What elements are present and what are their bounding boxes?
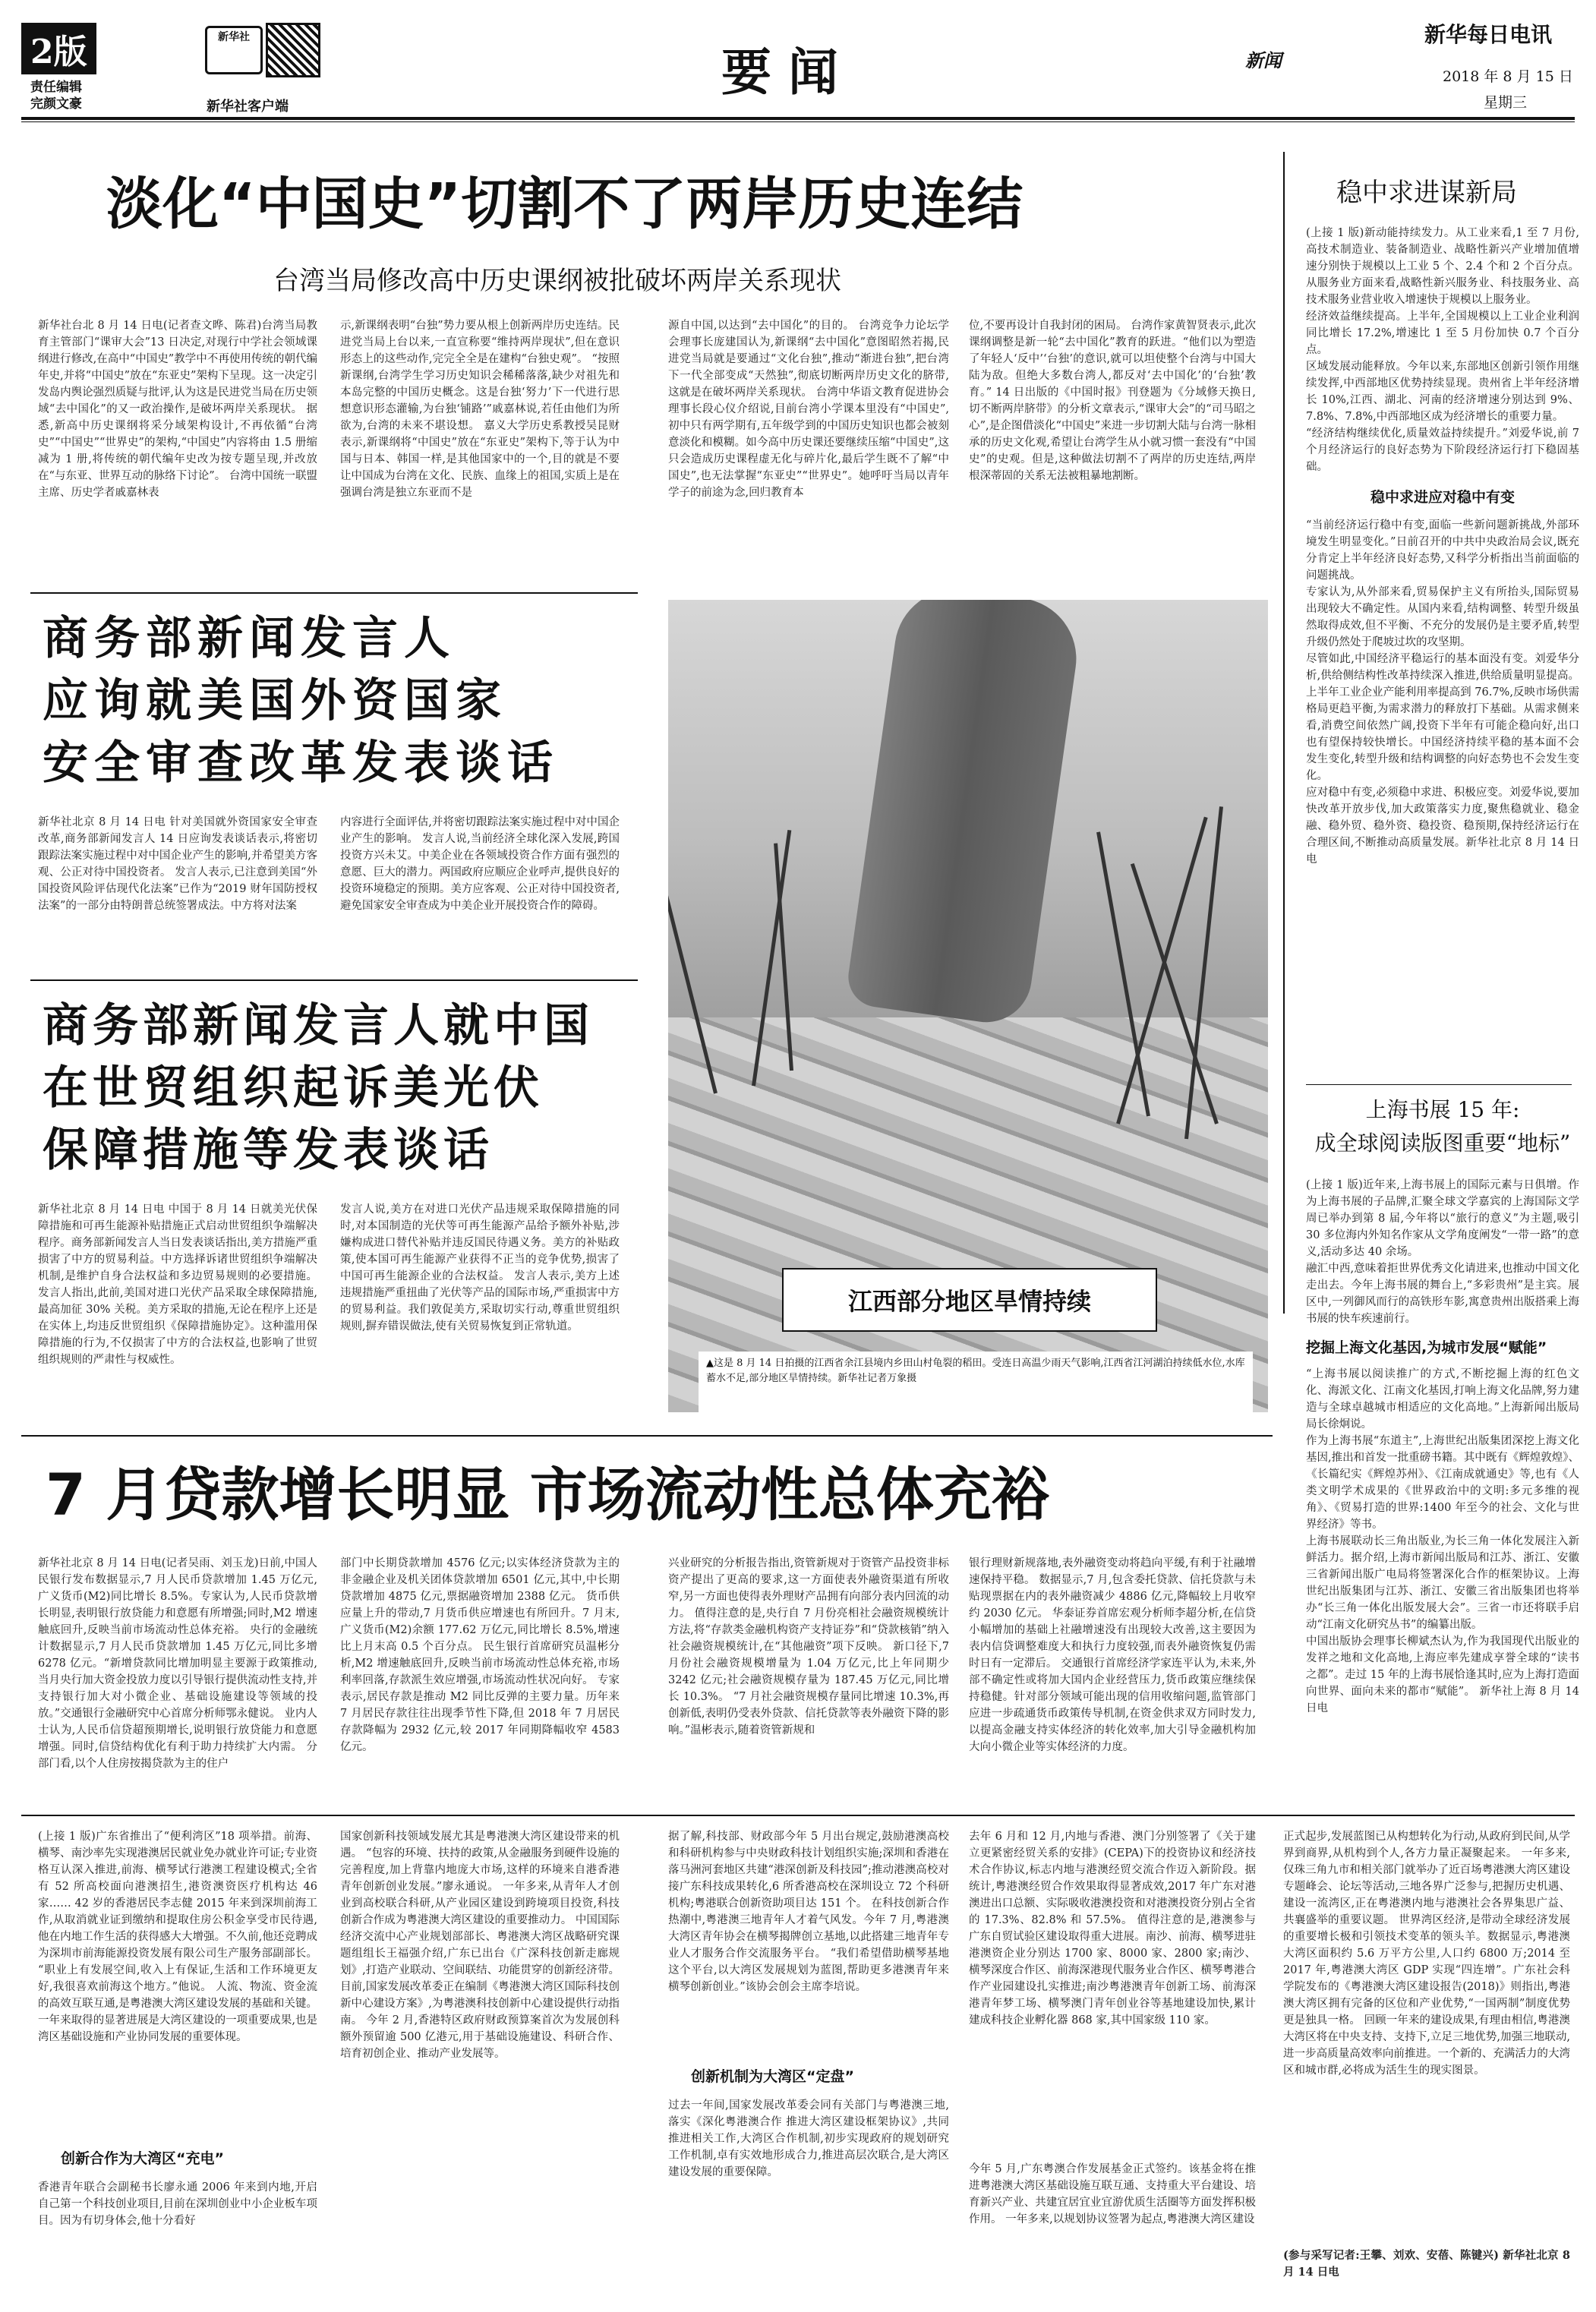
photo-title: 江西部分地区旱情持续	[847, 1287, 1091, 1316]
article5-signoff: (参与采写记者:王攀、刘欢、安蓓、陈键兴) 新华社北京 8 月 14 日电	[1283, 2249, 1570, 2279]
sidebar-bottom-body: (上接 1 版)近年来,上海书展上的国际元素与日俱增。作为上海书展的子品牌,汇聚全球文学嘉宾的上海国际文学周已举办到第 8 届,今年将以“旅行的意义”为主题,吸引 30 多位海内外知名作家从文学角度阐发“一带一路”的意义,活动多达 40 余场。 融汇中西,意味着拒世界优秀文化请进来,也推动中国文化走出去。今年上海书展的舞台上,“多彩贵州”是主宾。展区中,一列御风而行的高铁形车影,寓意贵州出版搭乘上海书展的快车疾速前行。 挖掘上海文化基因,为城市发展“赋能” “上海书展以阅读推广的方式,不断挖掘上海的红色文化、海派文化、江南文化基因,打响上海文化品牌,努力建造与全球卓越城市相适应的文化高地。”上海新闻出版局局长徐炯说。 作为上海书展“东道主”,上海世纪出版集团深挖上海文化基因,推出和首发一批重磅书籍。其中既有《辉煌敦煌》、《长篇纪实《辉煌苏州》、《江南成就通史》等,也有《人类文明学术成果的《世界政治中的文明:多元多维的视角》、《贸易打造的世界:1400 年至今的社会、文化与世界经济》等书。 上海书展联动长三角出版业,为长三角一体化发展注入新鲜活力。据介绍,上海市新闻出版局和江苏、浙江、安徽三省新闻出版广电局将签署深化合作的框架协议。上海世纪出版集团与江苏、浙江、安徽三省出版集团也将举办“长三角一体化出版发展大会”。三省一市还将联手启动“江南文化研究丛书”的编纂出版。 中国出版协会理事长柳斌杰认为,作为我国现代出版业的发祥之地和文化高地,上海应率先建成享誉全球的“读书之都”。走过 15 年的上海书展恰逢其时,应为上海打造面向世界、面向未来的都市“赋能”。 新华社上海 8 月 14 日电	[1306, 1179, 1579, 1714]
sidebar-top-body: (上接 1 版)新动能持续发力。从工业来看,1 至 7 月份,高技术制造业、装备制造业、战略性新兴产业增加值增速分别快于规模以上工业 5 个、2.4 个和 2 个百分点。从服务业方面来看,战略性新兴服务业、科技服务业、高技术服务业营业收入增速快于规模以上服务业。 经济效益继续提高。上半年,全国规模以上工业企业利润同比增长 17.2%,增速比 1 至 5 月份加快 0.7 个百分点。 区域发展动能释放。今年以来,东部地区创新引领作用继续发挥,中西部地区优势持续显现。贵州省上半年经济增长 10%,江西、湖北、河南的经济增速分别达到 9%、7.8%、7.8%,中西部地区成为经济增长的重要力量。 “经济结构继续优化,质量效益持续提升。”刘爱华说,前 7 个月经济运行的良好态势为下阶段经济运行打下稳固基础。 稳中求进应对稳中有变 “当前经济运行稳中有变,面临一些新问题新挑战,外部环境发生明显变化。”日前召开的中共中央政治局会议,既充分肯定上半年经济良好态势,又科学分析指出当前面临的问题挑战。 专家认为,从外部来看,贸易保护主义有所抬头,国际贸易出现较大不确定性。从国内来看,结构调整、转型升级虽然取得成效,但不平衡、不充分的发展仍是主要矛盾,转型升级仍然处于爬坡过坎的攻坚期。 尽管如此,中国经济平稳运行的基本面没有变。刘爱华分析,供给侧结构性改革持续深入推进,供给质量明显提高。上半年工业企业产能利用率提高到 76.7%,反映市场供需格局更趋平衡,为需求潜力的释放打下基础。从需求侧来看,消费空间依然广阔,投资下半年有可能企稳向好,出口也有望保持较快增长。中国经济持续平稳的基本面不会发生变化,转型升级和结构调整的向好态势也不会发生变化。 应对稳中有变,必须稳中求进、积极应变。刘爱华说,要加快改革开放步伐,加大政策落实力度,聚焦稳就业、稳金融、稳外贸、稳外资、稳投资、稳预期,保持经济运行在合理区间,不断推动高质量发展。新华社北京 8 月 14 日电	[1306, 227, 1579, 866]
sidebar-bottom-subheading: 挖掘上海文化基因,为城市发展“赋能”	[1306, 1339, 1547, 1356]
sidebar-bottom-title: 上海书展 15 年: 成全球阅读版图重要“地标”	[1314, 1097, 1571, 1156]
article4-rule	[21, 1435, 1273, 1437]
article4-column: 部门中长期贷款增加 4576 亿元;以实体经济贷款为主的非金融企业及机关团体贷款增加 6501 亿元,其中,中长期贷款增加 4875 亿元,票据融资增加 2388 亿元。 货币供应量上升的带动,7 月货币供应增速也有所回升。7 月末,广义货币(M2)余额 177.62 万亿元,同比增长 8.5%,增速比上月末高 0.5 个百分点。 民生银行首席研究员温彬分析,M2 增速触底回升,反映当前市场流动性总体充裕,市场利率回落,存款派生效应增强,市场流动性状况向好。 专家表示,居民存款是推动 M2 同比反弹的主要力量。历年来 7 月居民存款往往出现季节性下降,但 2018 年 7 月居民存款降幅为 2932 亿元,较 2017 年同期降幅收窄 4583 亿元。	[340, 1557, 620, 1753]
article5-column: 过去一年间,国家发展改革委会同有关部门与粤港澳三地,落实《深化粤港澳合作 推进大湾区建设框架协议》,共同推进相关工作,大湾区合作机制,初步实现政府的规划研究工作机制,卓有实效地形成合力,推进高层次联合,是大湾区建设发展的重要保障。	[668, 2099, 949, 2178]
sidebar-bottom-rule	[1306, 1084, 1572, 1085]
article5-subheading-mechanism: 创新机制为大湾区“定盘”	[691, 2068, 854, 2085]
sidebar-divider	[1283, 152, 1285, 1314]
article2-headline: 商务部新闻发言人 应询就美国外资国家 安全审查改革发表谈话	[43, 612, 559, 790]
article1-column: 源自中国,以达到“去中国化”的目的。 台湾竞争力论坛学会理事长庞建国认为,新课纲“去中国化”意图昭然若揭,民进党当局就是要通过“文化台独”,推动“渐进台独”,把台湾下一代全部变成“天然独”,彻底切断两岸历史文化的脐带,这就是在破坏两岸关系现状。 台湾中华语文教育促进协会理事长段心仪介绍说,目前台湾小学课本里没有“中国史”,初中只有两学期有,五年级学到的中国历史知识也都会被刻意淡化和模糊。如今高中历史课还要继续压缩“中国史”,这只会造成历史课程虚无化与碎片化,最后学生既不了解“中国史”,也无法掌握“东亚史”“世界史”。她呼吁当局以青年学子的前途为念,回归教育本	[668, 320, 949, 499]
article1-headline: 淡化“中国史”切割不了两岸历史连结	[106, 172, 1024, 237]
farmer-leg	[844, 600, 1084, 1028]
article2-column: 新华社北京 8 月 14 日电 针对美国就外资国家安全审查改革,商务部新闻发言人 14 日应询发表谈话表示,将密切跟踪法案实施过程中对中国企业产生的影响,并希望美方客观、公正对待中国投资者。 发言人表示,已注意到美国“外国投资风险评估现代化法案”已作为“2019 财年国防授权法案”的一部分由特朗普总统签署成法。中方将对法案	[38, 816, 317, 912]
article2-column: 内容进行全面评估,并将密切跟踪法案实施过程中对中国企业产生的影响。 发言人说,当前经济全球化深入发展,跨国投资方兴未艾。中美企业在各领域投资合作方面有强烈的意愿、巨大的潜力。两国政府应顺应企业呼声,提供良好的投资环境稳定的预期。美方应客观、公正对待中国投资者,避免国家安全审查成为中美企业开展投资合作的障碍。	[340, 816, 620, 912]
sidebar-top-subheading: 稳中求进应对稳中有变	[1370, 489, 1515, 506]
article4-column: 新华社北京 8 月 14 日电(记者吴雨、刘玉龙)日前,中国人民银行发布数据显示,7 月人民币贷款增加 1.45 万亿元,广义货币(M2)同比增长 8.5%。专家认为,人民币贷款增长明显,表明银行放贷能力和意愿有所增强;同时,M2 增速触底回升,反映当前市场流动性总体充裕。 央行的金融统计数据显示,7 月人民币贷款增加 1.45 万亿元,同比多增 6278 亿元。“新增贷款同比增加明显主要源于政策推动,当月央行加大资金投放力度以引导银行提供流动性支持,并支持银行加大对小微企业、基础设施建设等领域的投放。”交通银行金融研究中心首席分析师鄂永健说。 业内人士认为,人民币信贷超预期增长,说明银行放贷能力和意愿增强。同时,信贷结构优化有利于助力持续扩大内需。 分部门看,以个人住房按揭贷款为主的住户	[38, 1557, 317, 1770]
photo-caption: ▲这是 8 月 14 日拍摄的江西省余江县境内乡田山村龟裂的稻田。受连日高温少雨天气影响,江西省江河湖泊持续低水位,水库蓄水不足,部分地区旱情持续。新华社记者万象摄	[699, 1352, 1253, 1412]
article5-column: 国家创新科技领域发展尤其是粤港澳大湾区建设带来的机遇。 “包容的环境、扶持的政策,从金融服务到硬件设施的完善程度,加上背靠内地庞大市场,这样的环境来自港香港青年创新创业发展。”廖永通说。 一年多来,从青年人才创业到高校联合科研,从产业园区建设到跨境项目投资,科技创新合作成为粤港澳大湾区建设的重要推动力。 中国国际经济交流中心产业规划部部长、粤港澳大湾区战略研究课题组组长王福强介绍,广东已出台《广深科技创新走廊规划》,打造产业联动、空间联结、功能贯穿的创新经济带。目前,国家发展改革委正在编制《粤港澳大湾区国际科技创新中心建设方案》,为粤港澳科技创新中心建设提供行动指南。 今年 2 月,香港特区政府财政预算案首次为发展创科额外预留逾 500 亿港元,用于基础设施建设、科研合作、培育初创企业、推动产业发展等。	[340, 1831, 620, 2060]
article1-column: 示,新课纲表明“台独”势力要从根上创新两岸历史连结。民进党当局上台以来,一直宣称要“维持两岸现状”,但在意识形态上的这些动作,完完全全是在建构“台独史观”。 “按照新课纲,台湾学生学习历史知识会稀稀落落,缺少对祖先和本岛完整的中国历史概念。这是台独‘努力’下一代进行思想意识形态灌输,为台独‘铺路’”戚嘉林说,若任由他们为所欲为,台湾的未来不堪设想。 嘉义大学历史系教授吴昆财表示,新课纲将“中国史”放在“东亚史”架构下,等于认为中国与日本、韩国一样,是其他国家中的一个,目的就是不要让中国成为台湾在文化、民族、血缘上的祖国,实质上是在强调台湾是独立东亚而不是	[340, 320, 620, 499]
client-label: 新华社客户端	[207, 99, 289, 115]
brand-name: 新华每日电讯	[1424, 22, 1553, 47]
article5-column: 去年 6 月和 12 月,内地与香港、澳门分别签署了《关于建立更紧密经贸关系的安排》(CEPA)下的投资协议和经济技术合作协议,标志内地与港澳经贸交流合作迈入新阶段。据统计,粤港澳经贸合作效果取得显著成效,2017 年广东对港澳进出口总额、实际吸收港澳投资和对港澳投资分别占全省的 17.3%、82.8% 和 57.5%。 值得注意的是,港澳参与广东自贸试验区建设取得重大进展。南沙、前海、横琴进驻港澳资企业分别达 1700 家、8000 家、2800 家;南沙、横琴深度合作区、前海深港现代服务业合作区、横琴粤港合作产业园建设扎实推进;南沙粤港澳青年创新工场、前海深港青年梦工场、横琴澳门青年创业谷等基地建设加快,累计建成科技企业孵化器 868 家,其中国家级 110 家。	[969, 1831, 1256, 2027]
article3-column: 发言人说,美方在对进口光伏产品违规采取保障措施的同时,对本国制造的光伏等可再生能源产品给予额外补贴,涉嫌构成进口替代补贴并违反国民待遇义务。美方的补贴政策,使本国可再生能源产业获得不正当的竞争优势,损害了中国可再生能源企业的合法权益。 发言人表示,美方上述违规措施严重扭曲了光伏等产品的国际市场,严重损害中方的贸易利益。我们敦促美方,采取切实行动,尊重世贸组织规则,摒弃错误做法,使有关贸易恢复到正常轨道。	[340, 1203, 620, 1333]
section-title: 要闻	[721, 43, 855, 102]
article1-column: 位,不要再设计自我封闭的困局。 台湾作家黄智贤表示,此次课纲调整是新一轮“去中国化”教育的跃进。“他们以为塑造了年轻人‘反中’‘台独’的意识,就可以坦使整个台湾与中国大陆为敌。但绝大多数台湾人,都反对‘去中国化’的‘台独’教育。” 14 日出版的《中国时报》刊登题为《分域修天换日,切不断两岸脐带》的分析文章表示,“课审大会”的“司马昭之心”,是企图借淡化“中国史”来进一步切割大陆与台湾一脉相承的历史文化观,希望让台湾学生从小就习惯一套没有“中国史”的史观。但是,这种做法切割不了两岸的历史连结,两岸根深蒂固的关系无法被粗暴地割断。	[969, 320, 1256, 482]
article5-column: 香港青年联合会副秘书长廖永通 2006 年来到内地,开启自己第一个科技创业项目,目前在深圳创业中小企业板车项目。因为有切身体会,他十分看好	[38, 2181, 317, 2227]
masthead	[0, 0, 1596, 114]
sidebar-top-title: 稳中求进谋新局	[1336, 178, 1517, 208]
page-number: 2版	[21, 23, 173, 68]
article1-subheadline: 台湾当局修改高中历史课纲被批破坏两岸关系现状	[273, 266, 841, 296]
article5-column: 据了解,科技部、财政部今年 5 月出台规定,鼓励港澳高校和科研机构参与中央财政科技计划组织实施;深圳和香港在落马洲河套地区共建“港深创新及科技园”;推动港澳高校对接广东科技成果转化,6 所香港高校在深圳设立 72 个科研机构;粤港联合创新资助项目达 151 个。 在科技创新合作热潮中,粤港澳三地青年人才着气风发。今年 7 月,粤港澳大湾区青年协会在横琴揭牌创立基地,以此搭建三地青年专业人才服务合作交流服务平台。 “我们希望借助横琴基地这个平台,以大湾区发展规划为蓝图,帮助更多港澳青年来横琴创新创业。”该协会创会主席李培说。	[668, 1831, 949, 1993]
article3-headline: 商务部新闻发言人就中国 在世贸组织起诉美光伏 保障措施等发表谈话	[43, 999, 594, 1177]
article2-rule	[30, 592, 638, 594]
article1-column: 新华社台北 8 月 14 日电(记者查文晔、陈君)台湾当局教育主管部门“课审大会”13 日决定,对现行中学社会领域课纲进行修改,在高中“中国史”教学中不再使用传统的朝代编年史,并将“中国史”放在“东亚史”架构下呈现。这一决定引发岛内舆论强烈质疑与批评,认为这是民进党当局在历史领域“去中国化”的又一政治操作,是破坏两岸关系现状。 据悉,新高中历史课纲将采分域架构设计,不再依循“台湾史”“中国史”“世界史”的架构,“中国史”内容将由 1.5 册缩减为 1 册,将传统的朝代编年史改为按专题呈现,并改放在“与东亚、世界互动的脉络下讨论”。 台湾中国统一联盟主席、历史学者戚嘉林表	[38, 320, 317, 499]
xinhua-logo: 新华社	[205, 26, 263, 74]
article4-headline: 7 月贷款增长明显 市场流动性总体充裕	[46, 1461, 1049, 1528]
masthead-rule-thin	[21, 121, 1575, 122]
issue-weekday: 星期三	[1484, 94, 1528, 111]
qr-code-icon	[266, 23, 320, 77]
editor-credit: 责任编辑 完颜文豪	[30, 80, 82, 112]
photo-title-box	[782, 1268, 1157, 1332]
drought-photo	[668, 600, 1268, 1412]
article5-rule	[21, 1815, 1575, 1816]
article4-column: 银行理财新规落地,表外融资变动将趋向平缓,有利于社融增速保持平稳。 数据显示,7 月,包含委托贷款、信托贷款与未贴现票据在内的表外融资减少 4886 亿元,降幅较上月收窄约 2030 亿元。 华泰证券首席宏观分析师李超分析,在信贷小幅增加的基础上社融增速没有出现较大改善,这主要因为表内信贷调整难度大和执行力度较强,而表外融资恢复仍需时日有一定滞后。 交通银行首席经济学家连平认为,未来,外部不确定性或将加大国内企业经营压力,货币政策应继续保持稳健。针对部分领域可能出现的信用收缩问题,监管部门应进一步疏通货币政策传导机制,在资金供求双方同时发力,以提高金融支持实体经济的转化效率,加大引导金融机构加大向小微企业等实体经济的力度。	[969, 1557, 1256, 1753]
issue-date: 2018 年 8 月 15 日	[1443, 68, 1573, 85]
article3-rule	[30, 979, 638, 981]
article4-column: 兴业研究的分析报告指出,资管新规对于资管产品投资非标资产提出了更高的要求,这一方面使表外融资渠道有所收窄,另一方面也使得表外理财产品拥有向部分表内回流的动力。 值得注意的是,央行自 7 月份亮相社会融资规模统计方法,将“存款类金融机构资产支持证券”和“贷款核销”纳入社会融资规模统计,在“其他融资”项下反映。 新口径下,7 月份社会融资规模增量为 1.04 万亿元,比上年同期少 3242 亿元;社会融资规模存量为 187.45 万亿元,同比增长 10.3%。 “7 月社会融资规模存量同比增速 10.3%,再创新低,表明仍受表外贷款、信托贷款等表外融资下降的影响。”温彬表示,随着资管新规和	[668, 1557, 949, 1736]
article5-subheading-innovation: 创新合作为大湾区“充电”	[61, 2150, 224, 2167]
masthead-rule	[21, 117, 1575, 120]
article5-column: 正式起步,发展蓝图已从构想转化为行动,从政府到民间,从学界到商界,从机构到个人,各方力量正凝聚起来。 一年多来,仅珠三角九市和相关部门就举办了近百场粤港澳大湾区建设专题峰会、论坛等活动,三地各界广泛参与,把握历史机遇、建设一流湾区,正在粤港澳内地与港澳社会各界集思广益、共襄盛举的重要议题。 世界湾区经济,是带动全球经济发展的重要增长极和引领技术变革的领头羊。数据显示,粤港澳大湾区面积约 5.6 万平方公里,人口约 6800 万;2014 至 2017 年,粤港澳大湾区 GDP 实现“四连增”。广东社会科学院发布的《粤港澳大湾区建设报告(2018)》则指出,粤港澳大湾区拥有完备的区位和产业优势,“一国两制”制度优势更是独具一格。 回顾一年来的建设成果,有理由相信,粤港澳大湾区将在中央支持、支持下,立足三地优势,加强三地联动,进一步高质量高效率向前推进。一个新的、充满活力的大湾区和城市群,必将成为活生生的现实图景。	[1283, 1831, 1570, 2077]
article3-column: 新华社北京 8 月 14 日电 中国于 8 月 14 日就美光伏保障措施和可再生能源补贴措施正式启动世贸组织争端解决程序。商务部新闻发言人当日发表谈话指出,美方措施严重损害了中方的贸易利益。中方选择诉诸世贸组织争端解决机制,是维护自身合法权益和多边贸易规则的必要措施。 发言人指出,此前,美国对进口光伏产品采取全球保障措施,最高加征 30% 关税。美方采取的措施,无论在程序上还是在实体上,均违反世贸组织《保障措施协定》。这种滥用保障措施的行为,不仅损害了中方的合法权益,也影响了世贸组织规则的严肃性与权威性。	[38, 1203, 317, 1366]
article5-column: (上接 1 版)广东省推出了“便利湾区”18 项举措。前海、横琴、南沙率先实现港澳居民就业免办就业许可证;专业资格互认深入推进,前海、横琴试行港澳工程建设模式;全省有 52 所高校面向港澳招生,港资澳资医疗机构达 46 家…… 42 岁的香港居民李志健 2015 年来到深圳前海工作,从取消就业证到缴纳和提取住房公积金享受市民待遇,他在内地工作生活的获得感大大增强。不久前,他还竞聘成为深圳市前海能源投资发展有限公司生产服务部副部长。 “职业上有发展空间,收入上有保证,生活和工作环境更友好,我很喜欢前海这个地方。”他说。 人流、物流、资金流的高效互联互通,是粤港澳大湾区建设发展的基础和关键。一年来取得的显著进展是大湾区建设的一项重要成果,也是湾区基础设施和产业协同发展的重要体现。	[38, 1831, 317, 2043]
article5-column: 今年 5 月,广东粤澳合作发展基金正式签约。该基金将在推进粤港澳大湾区基础设施互联互通、支持重大平台建设、培育新兴产业、共建宜居宜业宜游优质生活圈等方面发挥积极作用。 一年多来,以规划协议签署为起点,粤港澳大湾区建设	[969, 2163, 1256, 2225]
news-logo: 新闻	[1245, 49, 1282, 71]
